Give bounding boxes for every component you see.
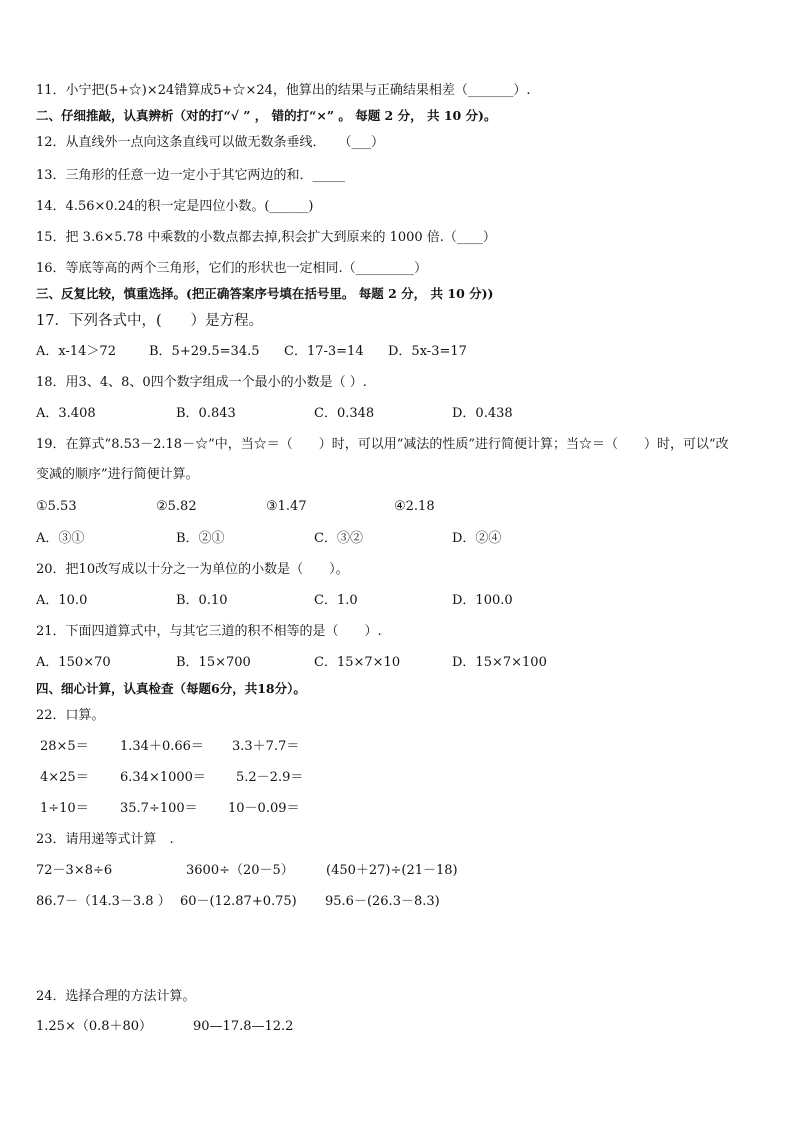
option-a: A．x-14＞72 xyxy=(36,344,116,359)
method-calculation-row: 1.25×（0.8＋80） 90—17.8—12.2 xyxy=(36,1019,294,1034)
question-13: 13．三角形的任意一边一定小于其它两边的和．_____ xyxy=(36,168,346,183)
option-c: C．1.0 xyxy=(314,593,358,608)
option-b: B．0.10 xyxy=(176,593,228,608)
option-a: A．③① xyxy=(36,531,85,546)
mental-math-row: 4×25＝ 6.34×1000＝ 5.2－2.9＝ xyxy=(40,770,304,785)
option-a: A．10.0 xyxy=(36,593,88,608)
question-19-line-1: 19．在算式“8.53－2.18－☆”中，当☆＝（ ）时，可以用“减法的性质”进行简便计算；当☆＝（ ）时，可以“改 xyxy=(36,437,729,452)
question-19-choices xyxy=(36,498,756,516)
question-19-line-2: 变减的顺序”进行简便计算。 xyxy=(36,467,199,482)
step-calculation-row: 72－3×8÷6 3600÷（20－5） (450＋27)÷(21－18) xyxy=(36,863,458,878)
question-18: 18．用3、4、8、0四个数字组成一个最小的小数是（ ）. xyxy=(36,375,367,390)
option-b: B．②① xyxy=(176,531,225,546)
question-17-options xyxy=(36,343,756,361)
option-d: D．②④ xyxy=(452,531,502,546)
option-d: D．15×7×100 xyxy=(452,655,547,670)
option-b: B．0.843 xyxy=(176,406,236,421)
option-d: D．5x-3=17 xyxy=(388,344,467,359)
question-22: 22．口算。 xyxy=(36,708,105,723)
option-d: D．0.438 xyxy=(452,406,513,421)
section-2-heading: 二、仔细推敲，认真辨析（对的打“√ ” ， 错的打“×” 。 每题 2 分， 共 10 分)。 xyxy=(36,108,497,123)
option-d: D．100.0 xyxy=(452,593,513,608)
question-11: 11．小宁把(5+☆)×24错算成5+☆×24，他算出的结果与正确结果相差（_______）. xyxy=(36,83,531,98)
section-3-heading: 三、反复比较，慎重选择。(把正确答案序号填在括号里。 每题 2 分， 共 10 分)) xyxy=(36,286,494,301)
choice-1: ①5.53 xyxy=(36,499,77,514)
question-19-options xyxy=(36,530,756,548)
question-15: 15．把 3.6×5.78 中乘数的小数点都去掉,积会扩大到原来的 1000 倍.（____） xyxy=(36,230,496,245)
mental-math-row: 28×5＝ 1.34＋0.66＝ 3.3＋7.7＝ xyxy=(40,739,300,754)
question-21: 21．下面四道算式中，与其它三道的积不相等的是（ ）. xyxy=(36,624,382,639)
option-a: A．3.408 xyxy=(36,406,96,421)
option-b: B．5+29.5=34.5 xyxy=(149,344,260,359)
option-c: C．17-3=14 xyxy=(284,344,364,359)
question-24: 24．选择合理的方法计算。 xyxy=(36,989,196,1004)
question-17: 17．下列各式中，( ）是方程。 xyxy=(36,313,264,329)
question-20: 20．把10改写成以十分之一为单位的小数是（ ）。 xyxy=(36,562,349,577)
question-14: 14．4.56×0.24的积一定是四位小数。(______) xyxy=(36,199,314,214)
option-c: C．③② xyxy=(314,531,363,546)
mental-math-row: 1÷10＝ 35.7÷100＝ 10－0.09＝ xyxy=(40,801,300,816)
question-18-options xyxy=(36,405,756,423)
choice-2: ②5.82 xyxy=(156,499,197,514)
option-c: C．15×7×10 xyxy=(314,655,401,670)
question-16: 16．等底等高的两个三角形，它们的形状也一定相同.（_________） xyxy=(36,261,428,276)
option-a: A．150×70 xyxy=(36,655,111,670)
step-calculation-row: 86.7－（14.3－3.8 ） 60－(12.87+0.75) 95.6－(26.3－8.3) xyxy=(36,894,440,909)
option-c: C．0.348 xyxy=(314,406,375,421)
section-4-heading: 四、细心计算，认真检查（每题6分，共18分）。 xyxy=(36,681,306,696)
choice-3: ③1.47 xyxy=(266,499,307,514)
question-23: 23．请用递等式计算 . xyxy=(36,832,174,847)
question-20-options xyxy=(36,592,756,610)
question-12: 12．从直线外一点向这条直线可以做无数条垂线． （___） xyxy=(36,135,385,150)
question-21-options xyxy=(36,654,756,672)
choice-4: ④2.18 xyxy=(394,499,435,514)
option-b: B．15×700 xyxy=(176,655,251,670)
